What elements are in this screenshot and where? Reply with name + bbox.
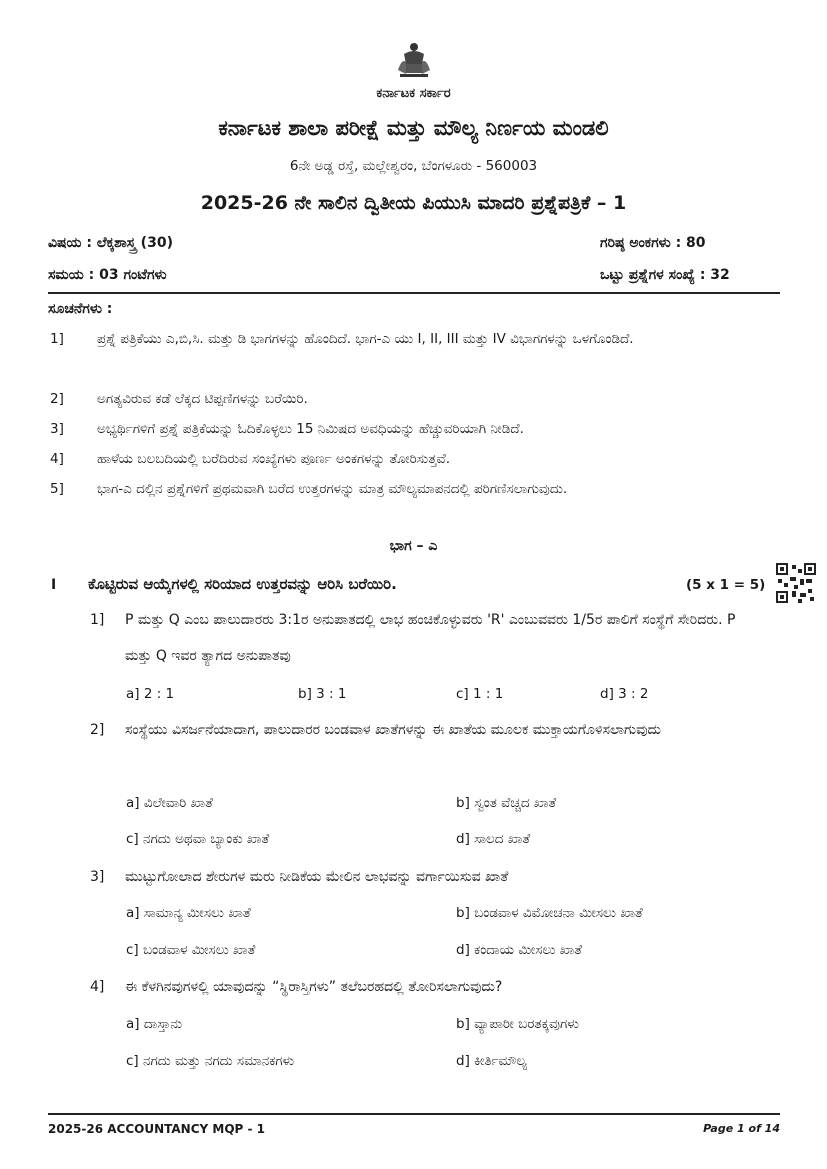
instruction-number: 4] [50, 451, 64, 467]
instruction-text: ಅಭ್ಯರ್ಥಿಗಳಿಗೆ ಪ್ರಶ್ನೆ ಪತ್ರಿಕೆಯನ್ನು ಓದಿಕೊಳ್ಳಲು 15 ನಿಮಿಷದ ಅವಧಿಯನ್ನು ಹೆಚ್ಚುವರಿಯಾಗಿ ನೀಡಿದೆ. [97, 421, 524, 437]
question-number: 1] [90, 612, 105, 628]
max-marks-label: ಗರಿಷ್ಠ ಅಂಕಗಳು : 80 [600, 235, 706, 251]
question-text: ಮುಟ್ಟುಗೋಲಾದ ಶೇರುಗಳ ಮರು ನೀಡಿಕೆಯ ಮೇಲಿನ ಲಾಭವನ್ನು ವರ್ಗಾಯಿಸುವ ಖಾತೆ [125, 869, 509, 885]
option-b: b] ವ್ಯಾಪಾರೀ ಬರತಕ್ಕವುಗಳು [456, 1016, 579, 1032]
instruction-number: 2] [50, 391, 64, 407]
option-b: b] 3 : 1 [298, 686, 347, 702]
instruction-text: ಹಾಳೆಯ ಬಲಬದಿಯಲ್ಲಿ ಬರೆದಿರುವ ಸಂಖ್ಯೆಗಳು ಪೂರ್ಣ ಅಂಕಗಳನ್ನು ತೋರಿಸುತ್ತವೆ. [97, 451, 451, 467]
option-d: d] 3 : 2 [600, 686, 649, 702]
question-number: 2] [90, 722, 105, 738]
option-c: c] ಬಂಡವಾಳ ಮೀಸಲು ಖಾತೆ [126, 942, 256, 958]
time-label: ಸಮಯ : 03 ಗಂಟೆಗಳು [48, 267, 167, 283]
karnataka-emblem-icon [394, 40, 434, 80]
section-marks: (5 x 1 = 5) [686, 577, 766, 593]
question-text: P ಮತ್ತು Q ಎಂಬ ಪಾಲುದಾರರು 3:1ರ ಅನುಪಾತದಲ್ಲಿ ಲಾಭ ಹಂಚಿಕೊಳ್ಳುವರು 'R' ಎಂಬುವವರು 1/5ರ ಪಾಲಿಗೆ ಸಂಸ್ಥೆಗೆ ಸೇರಿದರು. P ಮತ್ತು Q ಇವರ ತ್ಯಾಗದ ಅನುಪಾತವು [125, 612, 736, 664]
part-a-heading: ಭಾಗ – ಎ [389, 538, 438, 554]
footer-divider [48, 1113, 780, 1115]
qr-code-icon [776, 563, 816, 603]
option-a: a] ದಾಸ್ತಾನು [126, 1016, 183, 1032]
option-d: d] ಕಂದಾಯ ಮೀಸಲು ಖಾತೆ [456, 942, 583, 958]
subject-label: ವಿಷಯ : ಲೆಕ್ಕಶಾಸ್ತ್ರ (30) [48, 235, 173, 251]
header-divider [48, 292, 780, 294]
footer-paper-code: 2025-26 ACCOUNTANCY MQP - 1 [48, 1122, 266, 1136]
paper-title: 2025-26 ನೇ ಸಾಲಿನ ದ್ವಿತೀಯ ಪಿಯುಸಿ ಮಾದರಿ ಪ್ರಶ್ನೆಪತ್ರಿಕೆ – 1 [200, 192, 627, 214]
question-number: 4] [90, 979, 105, 995]
section-number: I [51, 577, 57, 593]
instruction-number: 1] [50, 331, 64, 347]
total-questions-label: ಒಟ್ಟು ಪ್ರಶ್ನೆಗಳ ಸಂಖ್ಯೆ : 32 [600, 267, 730, 283]
board-name: ಕರ್ನಾಟಕ ಶಾಲಾ ಪರೀಕ್ಷೆ ಮತ್ತು ಮೌಲ್ಯ ನಿರ್ಣಯ ಮಂಡಲಿ [218, 116, 609, 140]
option-a: a] 2 : 1 [126, 686, 175, 702]
instruction-text: ಅಗತ್ಯವಿರುವ ಕಡೆ ಲೆಕ್ಕದ ಟಿಪ್ಪಣಿಗಳನ್ನು ಬರೆಯಿರಿ. [97, 391, 308, 407]
instructions-title: ಸೂಚನೆಗಳು : [48, 301, 113, 317]
question-number: 3] [90, 869, 105, 885]
government-label: ಕರ್ನಾಟಕ ಸರ್ಕಾರ [376, 86, 451, 101]
instruction-number: 3] [50, 421, 64, 437]
option-d: d] ಸಾಲದ ಖಾತೆ [456, 831, 531, 847]
option-d: d] ಕೀರ್ತಿಮೌಲ್ಯ [456, 1053, 527, 1069]
question-text: ಈ ಕೆಳಗಿನವುಗಳಲ್ಲಿ ಯಾವುದನ್ನು “ಸ್ಥಿರಾಸ್ತಿಗಳು” ತಲೆಬರಹದಲ್ಲಿ ತೋರಿಸಲಾಗುವುದು? [125, 979, 503, 995]
option-b: b] ಸ್ವಂತ ವೆಚ್ಚದ ಖಾತೆ [456, 795, 557, 811]
option-c: c] ನಗದು ಮತ್ತು ನಗದು ಸಮಾನಕಗಳು [126, 1053, 295, 1069]
option-c: c] 1 : 1 [456, 686, 504, 702]
instruction-number: 5] [50, 481, 64, 497]
question-text: ಸಂಸ್ಥೆಯು ವಿಸರ್ಜನೆಯಾದಾಗ, ಪಾಲುದಾರರ ಬಂಡವಾಳ ಖಾತೆಗಳನ್ನು ಈ ಖಾತೆಯ ಮೂಲಕ ಮುಕ್ತಾಯಗೊಳಿಸಲಾಗುವುದು [125, 722, 661, 738]
instruction-text: ಭಾಗ-ಎ ದಲ್ಲಿನ ಪ್ರಶ್ನೆಗಳಿಗೆ ಪ್ರಥಮವಾಗಿ ಬರೆದ ಉತ್ತರಗಳನ್ನು ಮಾತ್ರ ಮೌಲ್ಯಮಾಪನದಲ್ಲಿ ಪರಿಗಣಿಸಲಾಗುವುದು. [97, 481, 568, 497]
option-a: a] ವಿಲೇವಾರಿ ಖಾತೆ [126, 795, 213, 811]
instruction-text: ಪ್ರಶ್ನೆ ಪತ್ರಿಕೆಯು ಎ,ಬಿ,ಸಿ. ಮತ್ತು ಡಿ ಭಾಗಗಳನ್ನು ಹೊಂದಿದೆ. ಭಾಗ-ಎ ಯು I, II, III ಮತ್ತು IV ವಿಭಾಗಗಳನ್ನು ಒಳಗೊಂಡಿದೆ. [97, 331, 634, 347]
option-c: c] ನಗದು ಅಥವಾ ಬ್ಯಾಂಕು ಖಾತೆ [126, 831, 270, 847]
board-address: 6ನೇ ಅಡ್ಡ ರಸ್ತೆ, ಮಲ್ಲೇಶ್ವರಂ, ಬೆಂಗಳೂರು - 560003 [289, 158, 538, 174]
option-b: b] ಬಂಡವಾಳ ವಿಮೋಚನಾ ಮೀಸಲು ಖಾತೆ [456, 905, 643, 921]
footer-page-number: Page 1 of 14 [703, 1122, 780, 1135]
option-a: a] ಸಾಮಾನ್ಯ ಮೀಸಲು ಖಾತೆ [126, 905, 251, 921]
section-title: ಕೊಟ್ಟಿರುವ ಆಯ್ಕೆಗಳಲ್ಲಿ ಸರಿಯಾದ ಉತ್ತರವನ್ನು ಆರಿಸಿ ಬರೆಯಿರಿ. [88, 575, 397, 593]
